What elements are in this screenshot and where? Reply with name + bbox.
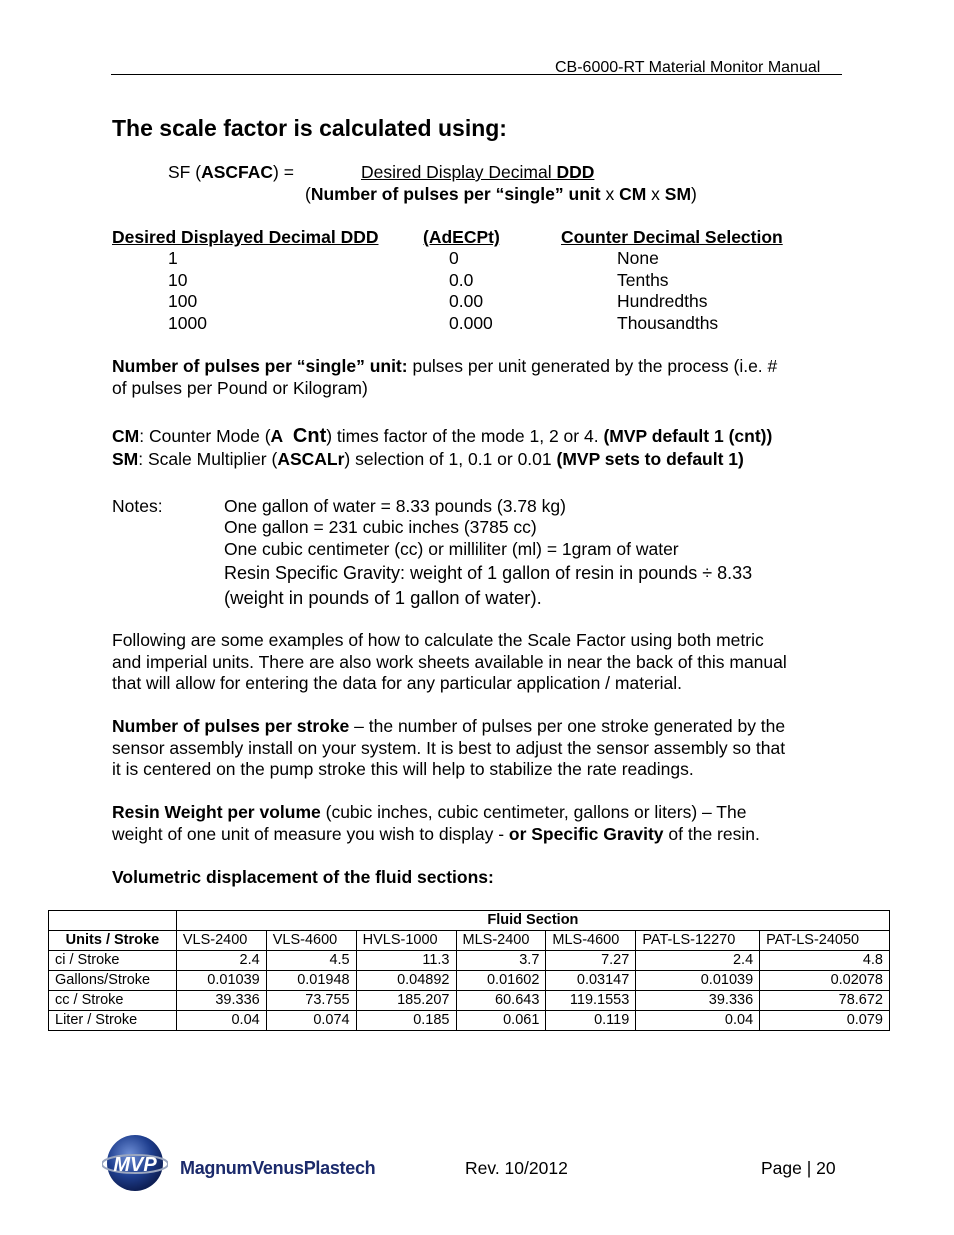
decimal-row-2-selection: Tenths xyxy=(617,270,669,290)
table-cell: 0.079 xyxy=(760,1011,890,1031)
column-header: MLS-4600 xyxy=(546,931,636,951)
notes-label: Notes: xyxy=(112,496,163,516)
table-cell: 11.3 xyxy=(356,951,456,971)
sm-line: SM: Scale Multiplier (ASCALr) selection of 1, 0.1 or 0.01 (MVP sets to default 1) xyxy=(112,449,744,469)
cm-line: CM: Counter Mode (A Cnt) times factor of the mode 1, 2 or 4. (MVP default 1 (cnt)) xyxy=(112,425,773,447)
table-cell: 0.04 xyxy=(176,1011,266,1031)
column-header: PAT-LS-24050 xyxy=(760,931,890,951)
table-cell: 0.02078 xyxy=(760,971,890,991)
note-line-5: (weight in pounds of 1 gallon of water). xyxy=(224,587,542,608)
pulses-paragraph-line-2: of pulses per Pound or Kilogram) xyxy=(112,378,368,398)
column-header: VLS-2400 xyxy=(176,931,266,951)
table-cell: 39.336 xyxy=(636,991,760,1011)
column-header: MLS-2400 xyxy=(456,931,546,951)
formula-denominator: (Number of pulses per “single” unit x CM x SM) xyxy=(305,184,697,204)
table-row xyxy=(49,931,890,951)
header-rule xyxy=(111,74,842,75)
resin-paragraph-line-2: weight of one unit of measure you wish to display - or Specific Gravity of the resin. xyxy=(112,824,760,844)
table-cell: 2.4 xyxy=(176,951,266,971)
table-cell: 73.755 xyxy=(266,991,356,1011)
table-cell: 0.04892 xyxy=(356,971,456,991)
fluid-section-table xyxy=(48,910,890,1031)
table-row xyxy=(49,991,890,1011)
decimal-row-3-selection: Hundredths xyxy=(617,291,708,311)
note-line-4: Resin Specific Gravity: weight of 1 gallon of resin in pounds ÷ 8.33 xyxy=(224,563,753,583)
decimal-row-4-adecpt: 0.000 xyxy=(449,313,493,333)
formula-numerator: Desired Display Decimal DDD xyxy=(361,162,595,182)
table-cell: 60.643 xyxy=(456,991,546,1011)
decimal-row-4-ddd: 1000 xyxy=(168,313,207,333)
table-corner-cell xyxy=(49,911,177,931)
decimal-row-3-ddd: 100 xyxy=(168,291,198,311)
examples-line-2: and imperial units. There are also work sheets available in near the back of this manual xyxy=(112,652,787,672)
header-title: CB-6000-RT Material Monitor Manual xyxy=(555,59,821,76)
examples-line-1: Following are some examples of how to calculate the Scale Factor using both metric xyxy=(112,630,764,650)
table-cell: 39.336 xyxy=(176,991,266,1011)
table-row xyxy=(49,951,890,971)
table-cell: 0.01039 xyxy=(636,971,760,991)
table-cell: 0.03147 xyxy=(546,971,636,991)
decimal-row-3-adecpt: 0.00 xyxy=(449,291,484,311)
note-line-3: One cubic centimeter (cc) or milliliter (ml) = 1gram of water xyxy=(224,539,679,559)
note-line-2: One gallon = 231 cubic inches (3785 cc) xyxy=(224,517,537,537)
table-cell: 0.01039 xyxy=(176,971,266,991)
fluid-section-header: Fluid Section xyxy=(176,911,889,931)
table-cell: 7.27 xyxy=(546,951,636,971)
table-cell: 185.207 xyxy=(356,991,456,1011)
note-line-1: One gallon of water = 8.33 pounds (3.78 kg) xyxy=(224,496,566,516)
decimal-row-1-ddd: 1 xyxy=(168,248,178,268)
volumetric-heading: Volumetric displacement of the fluid sections: xyxy=(112,867,494,887)
table-cell: 4.8 xyxy=(760,951,890,971)
decimal-header-adecpt: (AdECPt) xyxy=(423,227,500,247)
table-cell: 0.04 xyxy=(636,1011,760,1031)
decimal-row-1-adecpt: 0 xyxy=(449,248,459,268)
stroke-paragraph-line-1: Number of pulses per stroke – the number of pulses per one stroke generated by the xyxy=(112,716,786,736)
table-cell: 0.061 xyxy=(456,1011,546,1031)
column-header: VLS-4600 xyxy=(266,931,356,951)
table-row xyxy=(49,1011,890,1031)
column-header: HVLS-1000 xyxy=(356,931,456,951)
pulses-paragraph-line-1: Number of pulses per “single” unit: pulses per unit generated by the process (i.e. # xyxy=(112,356,778,376)
decimal-header-ddd: Desired Displayed Decimal DDD xyxy=(112,227,379,247)
logo-wordmark: MagnumVenusPlastech xyxy=(180,1158,376,1178)
mvp-logo-icon xyxy=(102,1133,168,1193)
resin-paragraph-line-1: Resin Weight per volume (cubic inches, cubic centimeter, gallons or liters) – The xyxy=(112,802,747,822)
table-cell: 0.185 xyxy=(356,1011,456,1031)
decimal-row-1-selection: None xyxy=(617,248,659,268)
footer-page-number: Page | 20 xyxy=(761,1158,836,1178)
table-cell: 3.7 xyxy=(456,951,546,971)
table-cell: 0.119 xyxy=(546,1011,636,1031)
row-label: ci / Stroke xyxy=(49,951,177,971)
table-cell: 0.074 xyxy=(266,1011,356,1031)
stroke-paragraph-line-3: it is centered on the pump stroke this will help to stabilize the rate readings. xyxy=(112,759,694,779)
logo-initials: MVP xyxy=(113,1154,157,1176)
table-cell: 0.01602 xyxy=(456,971,546,991)
examples-line-3: that will allow for entering the data for any particular application / material. xyxy=(112,673,683,693)
section-heading: The scale factor is calculated using: xyxy=(112,115,507,141)
formula-lhs: SF (ASCFAC) = xyxy=(168,162,294,182)
table-cell: 2.4 xyxy=(636,951,760,971)
decimal-row-2-ddd: 10 xyxy=(168,270,188,290)
row-label: cc / Stroke xyxy=(49,991,177,1011)
row-label: Gallons/Stroke xyxy=(49,971,177,991)
table-cell: 4.5 xyxy=(266,951,356,971)
table-row xyxy=(49,971,890,991)
table-row xyxy=(49,911,890,931)
units-stroke-header: Units / Stroke xyxy=(49,931,177,951)
decimal-header-selection: Counter Decimal Selection xyxy=(561,227,783,247)
row-label: Liter / Stroke xyxy=(49,1011,177,1031)
decimal-row-4-selection: Thousandths xyxy=(617,313,719,333)
stroke-paragraph-line-2: sensor assembly install on your system. It is best to adjust the sensor assembly so that xyxy=(112,738,786,758)
table-cell: 119.1553 xyxy=(546,991,636,1011)
footer-revision: Rev. 10/2012 xyxy=(465,1158,568,1178)
table-cell: 78.672 xyxy=(760,991,890,1011)
column-header: PAT-LS-12270 xyxy=(636,931,760,951)
decimal-row-2-adecpt: 0.0 xyxy=(449,270,474,290)
table-cell: 0.01948 xyxy=(266,971,356,991)
